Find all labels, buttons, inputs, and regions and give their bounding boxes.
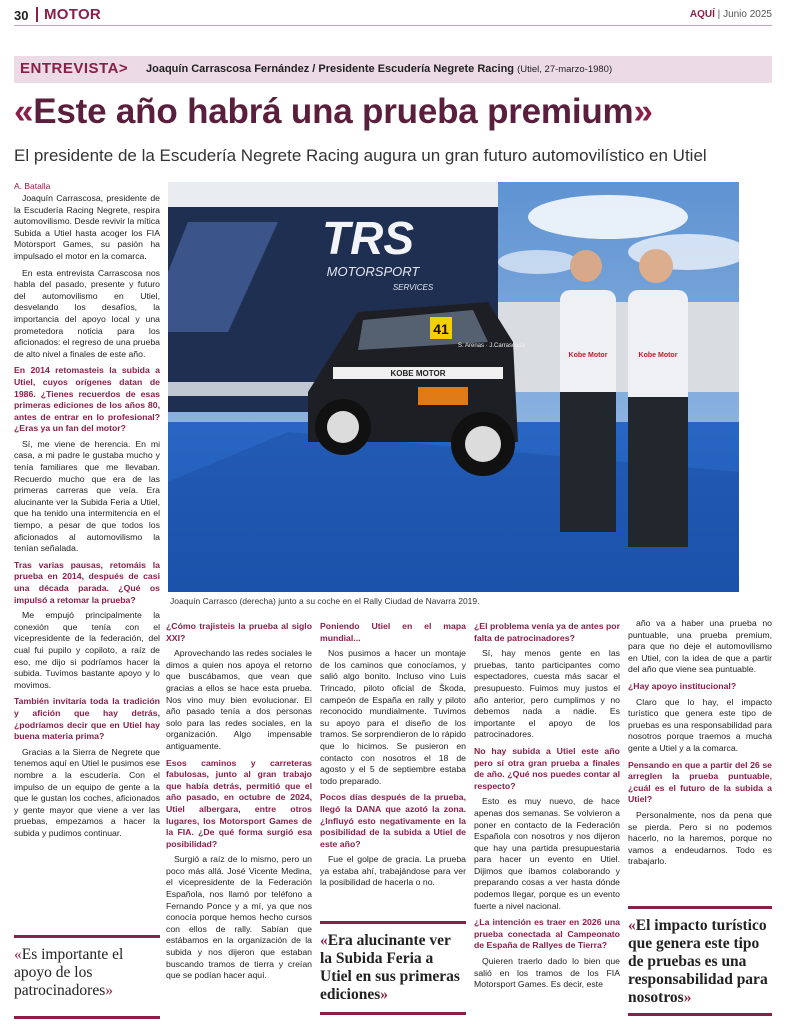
- byline: A. Batalla: [14, 181, 51, 191]
- interview-question: En 2014 retomasteis la subida a Utiel, cuyos orígenes datan de 1986. ¿Tienes recuerdos de esas primeras ediciones de los años 80, antes de entrar en lo profesional? ¿Eras ya un fan del motor?: [14, 365, 160, 434]
- pull-quote-3: [628, 906, 772, 1016]
- body-paragraph: En esta entrevista Carrascosa nos habla del pasado, presente y futuro del automovilismo en Utiel, desvelando los desafíos, la importancia del apoyo local y una prometedora noticia para los aficionados: el regreso de una prueba de alto nivel a finales de este año.: [14, 267, 160, 359]
- pull-quote-3-open: «: [628, 917, 636, 934]
- interview-question: ¿La intención es traer en 2026 una prueba conectada al Campeonato de España de Rallyes de Tierra?: [474, 917, 620, 951]
- headline-text: Este año habrá una prueba premium: [33, 92, 634, 131]
- body-paragraph: Nos pusimos a hacer un montaje de los caminos que conocíamos, y salió algo bonito. Incluso vino Luis Trincado, piloto oficial de Škoda, campeón de España en rally y piloto reconocido mundialmente. Tuvimos su apoyo para el diseño de los tramos. Se sorprendieron de lo rápido que lo hicimos. Se pusieron en contacto con nosotros el 18 de agosto y el 5 de septiembre estaba todo preparado.: [320, 648, 466, 786]
- interview-question: Tras varias pausas, retomáis la prueba en 2014, después de casi una década parada. ¿Qué os impulsó a retomar la prueba?: [14, 559, 160, 605]
- pull-quote-2-open: «: [320, 932, 328, 949]
- pull-quote-3-close: »: [683, 989, 692, 1006]
- car-sponsor: KOBE MOTOR: [390, 369, 446, 378]
- body-paragraph: Surgió a raíz de lo mismo, pero un poco más allá. José Vicente Medina, el vicepresidente de la Federación Española, nos llamó por teléfono a Fernando Ponce y a mí, ya que nos conocía porque hemos hecho cursos con ellos de rally. Sabían que estábamos en la organización de la subida y nos dijeron que estaban buscando tramos de tierra y creían que se podían hacer aquí.: [166, 854, 312, 981]
- headline-open-quote: «: [14, 92, 34, 131]
- suit-logo-right: Kobe Motor: [638, 352, 678, 359]
- pull-quote-2-close: »: [380, 986, 389, 1003]
- interview-question: ¿Cómo trajisteis la prueba al siglo XXI?: [166, 621, 312, 643]
- interview-question: ¿El problema venía ya de antes por falta de patrocinadores?: [474, 621, 620, 643]
- body-paragraph: Aprovechando las redes sociales le dimos a quien nos apoya el retorno que buscábamos, que vean que gracias a ellos se hace esta prueba. Nos vino muy bien evolucionar. El año pasado tenía a dos personas solo para las redes sociales, en la organización. Algo impensable antiguamente.: [166, 648, 312, 751]
- pull-quote-1-open: «: [14, 946, 22, 963]
- pull-quote-1-text: Es importante el apoyo de los patrocinadores: [14, 946, 124, 999]
- issue-date: Junio 2025: [723, 9, 772, 20]
- body-paragraph: Gracias a la Sierra de Negrete que tenemos aquí en Utiel le pusimos ese nombre a la escudería. Con el impulso de un equipo de gente a la que le gustan los coches, aficionados y gente mayor que viene a ver las pruebas, empezamos a hacer la subida y pudimos continuar.: [14, 746, 160, 838]
- pull-quote-2: [320, 921, 466, 1015]
- suit-logo-left: Kobe Motor: [568, 352, 608, 359]
- pull-quote-1-close: »: [105, 982, 113, 999]
- article-column-5: [628, 618, 772, 873]
- interview-question: También invitaría toda la tradición y afición que hay detrás, ¿podríamos decir que en Utiel hay buena materia prima?: [14, 696, 160, 742]
- trailer-logo-text: TRS: [322, 212, 414, 264]
- interview-question: Pensando en que a partir del 26 se arreglen la prueba puntuable, ¿cuál es el futuro de la subida a Utiel?: [628, 759, 772, 805]
- headline-close-quote: »: [633, 92, 653, 131]
- body-paragraph: Fue el golpe de gracia. La prueba ya estaba ahí, trabajándose para ver la posibilidad de hacerla o no.: [320, 854, 466, 888]
- body-paragraph: año va a haber una prueba no puntuable, una prueba premium, para que no deje el automovilismo en Utiel, con la idea de que a partir del año que viene sea puntuable.: [628, 618, 772, 675]
- article-photo: [168, 182, 739, 592]
- body-paragraph: Joaquín Carrascosa, presidente de la Escudería Racing Negrete, respira automovilismo. Desde revivir la mítica Subida a Utiel hasta acoger los FIA Motorsport Games, su pasión ha impulsado el motor en la comarca.: [14, 193, 160, 261]
- page-header: [14, 6, 772, 26]
- interviewee-name: Joaquín Carrascosa Fernández / Presidente Escudería Negrete Racing: [146, 63, 515, 75]
- trailer-logo-line2: SERVICES: [392, 283, 434, 292]
- driver-right: [628, 249, 688, 547]
- interview-tag: ENTREVISTA>: [20, 60, 129, 77]
- publication-info: AQUÍ | Junio 2025: [689, 9, 772, 20]
- interview-question: ¿Hay apoyo institucional?: [628, 680, 737, 691]
- trailer-logo-line1: MOTORSPORT: [326, 264, 420, 279]
- photo-caption: Joaquín Carrasco (derecha) junto a su coche en el Rally Ciudad de Navarra 2019.: [170, 596, 480, 606]
- header-divider: [36, 7, 38, 22]
- body-paragraph: Claro que lo hay, el impacto turístico que genera este tipo de pruebas es una responsabilidad para nosotros porque traemos a mucha gente a Utiel y a la comarca.: [628, 696, 772, 753]
- body-paragraph: Sí, hay menos gente en las pruebas, tanto participantes como espectadores, cuesta más sacar el presupuesto. Fuimos muy justos el año anterior, pero cumplimos y no debemos nada a nadie. Es importante el apoyo de los patrocinadores.: [474, 648, 620, 740]
- interviewee: [146, 63, 612, 75]
- page-number: 30: [14, 8, 29, 23]
- interview-band: [14, 56, 772, 83]
- headline: [14, 92, 772, 132]
- article-column-3: [320, 618, 466, 894]
- interviewee-note: (Utiel, 27-marzo-1980): [517, 64, 613, 75]
- body-paragraph: Personalmente, nos da pena que se pierda. Pero si no podemos hacerlo, no la haremos, porque no vamos a endeudarnos. Todo es trabajarlo.: [628, 809, 772, 867]
- interview-question: Pocos días después de la prueba, llegó la DANA que azotó la zona. ¿Influyó esto negativamente en la posibilidad de la subida a Utiel de este año?: [320, 792, 466, 849]
- article-column-2: [166, 618, 312, 987]
- body-paragraph: Sí, me viene de herencia. En mi casa, a mi padre le gustaba mucho y tenía familiares que me llevaban. Recuerdo mucho que era de las primeras carreras que veía. Era alucinante ver la Subida Feria a Utiel, que ha tenido una intermitencia en el tiempo, a pesar de que todos los aficionados al automovilismo la tenían señalada.: [14, 438, 160, 554]
- publication-name: AQUÍ: [689, 9, 715, 20]
- article-column-1: [14, 193, 160, 844]
- article-column-4: [474, 618, 620, 996]
- car-number: 41: [433, 321, 449, 337]
- pull-quote-1: [14, 935, 160, 1019]
- section-title: MOTOR: [44, 6, 102, 23]
- interview-question: No hay subida a Utiel este año pero sí otra gran prueba a finales de año. ¿Qué nos puedes contar al respecto?: [474, 745, 620, 791]
- body-paragraph: Me empujó principalmente la conexión que tenía con el vicepresidente de la federación, del cual fui pupilo y copiloto, a raíz de eso, me dijo si podríamos hacer la subida. Tuvimos bastante apoyo y lo movimos.: [14, 610, 160, 690]
- car-crew: S. Arenas · J.Carrascosa: [458, 343, 525, 349]
- driver-left: [560, 250, 616, 532]
- body-paragraph: Esto es muy nuevo, de hace apenas dos semanas. Se volvieron a poner en contacto de la Federación Española con nosotros y nos dijeron que hay una partida presupuestaria para hacer un evento en Utiel. Dijimos que íbamos colaborando y preparando cosas a ver hasta dónde podemos llegar, porque es un evento fuerte a nivel nacional.: [474, 796, 620, 911]
- pull-quote-2-text: Era alucinante ver la Subida Feria a Utiel en sus primeras ediciones: [320, 932, 460, 1003]
- interview-question: Poniendo Utiel en el mapa mundial...: [320, 621, 466, 643]
- body-paragraph: Quieren traerlo dado lo bien que salió en los tramos de los FIA Motorsport Games. Es decir, este: [474, 956, 620, 990]
- pull-quote-3-text: El impacto turístico que genera este tipo de pruebas es una responsabilidad para nosotros: [628, 917, 768, 1006]
- subheadline: El presidente de la Escudería Negrete Racing augura un gran futuro automovilístico en Utiel: [14, 146, 707, 165]
- interview-question: Esos caminos y carreteras fabulosas, junto al gran trabajo que había detrás, permitió que el año pasado, en octubre de 2024, Utiel albergara, entre otros lugares, los Motorsport Games de la FIA. ¿De qué forma surgió esa posibilidad?: [166, 757, 312, 849]
